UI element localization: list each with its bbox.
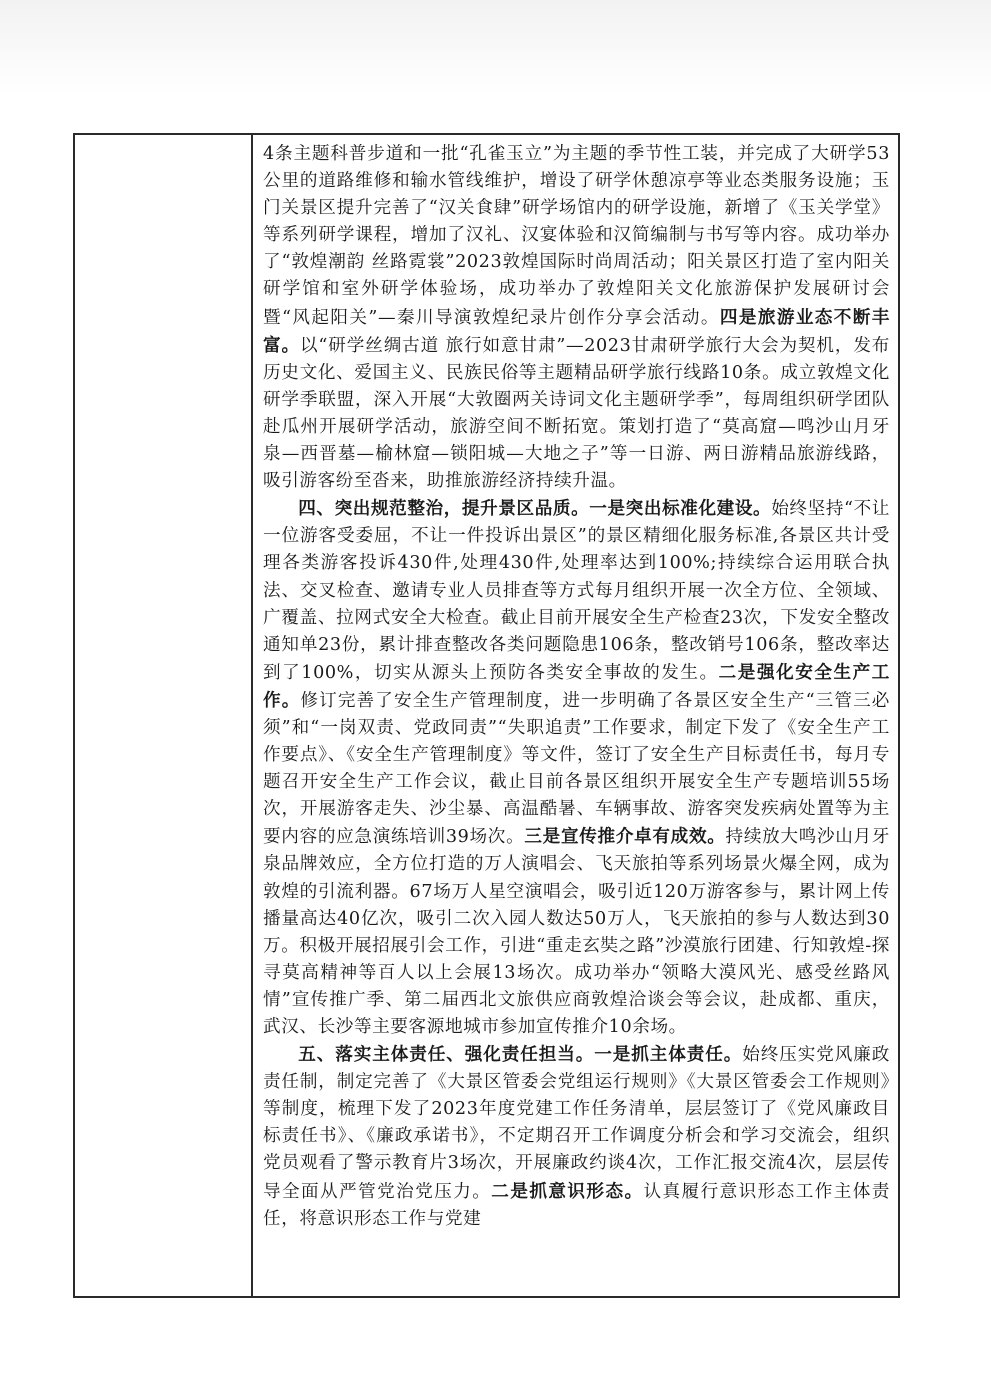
- section-heading: 五、落实主体责任、强化责任担当。一是抓主体责任。: [298, 1044, 743, 1066]
- text-run: 持续放大鸣沙山月牙泉品牌效应，全方位打造的万人演唱会、飞天旅拍等系列场景火爆全网，成为敦煌的引流利器。67场万人星空演唱会，吸引近120万游客参与，累计网上传播量高达40亿次，吸引二次入园人数达50万人，飞天旅拍的参与人数达到30万。积极开展招展引会工作，引进“重走玄奘之路”沙漠旅行团建、行知敦煌-探寻莫高精神等百人以上会展13场次。成功举办“领略大漠风光、感受丝路风情”宣传推广季、第二届西北文旅供应商敦煌洽谈会等会议，赴成都、重庆，武汉、长沙等主要客源地城市参加宣传推介10余场。: [263, 827, 891, 1037]
- text-run: 以“研学丝绸古道 旅行如意甘肃”—2023甘肃研学旅行大会为契机，发布历史文化、爱国主义、民族民俗等主题精品研学旅行线路10条。成立敦煌文化研学季联盟，深入开展“大敦圈两关诗词文化主题研学季”，每周组织研学团队赴瓜州开展研学活动，旅游空间不断拓宽。策划打造了“莫高窟—鸣沙山月牙泉—西晋墓—榆林窟—锁阳城—大地之子”等一日游、两日游精品旅游线路，吸引游客纷至沓来，助推旅游经济持续升温。: [263, 335, 891, 492]
- text-run: 4条主题科普步道和一批“孔雀玉立”为主题的季节性工装，并完成了大研学53公里的道路维修和输水管线维护，增设了研学休憩凉亭等业态类服务设施；玉门关景区提升完善了“汉关食肆”研学场馆内的研学设施，新增了《玉关学堂》等系列研学课程，增加了汉礼、汉宴体验和汉简编制与书写等内容。成功举办了“敦煌潮韵 丝路霓裳”2023敦煌国际时尚周活动；阳关景区打造了室内阳关研学馆和室外研学体验场，成功举办了敦煌阳关文化旅游保护发展研讨会暨“风起阳关”—秦川导演敦煌纪录片创作分享会活动。: [263, 144, 890, 328]
- text-run-bold: 三是宣传推介卓有成效。: [524, 826, 726, 848]
- text-run-bold: 四是旅游业态不断丰富。: [263, 306, 890, 356]
- content-cell: [253, 135, 898, 1296]
- paragraph-3: [263, 1041, 890, 1233]
- text-run-bold: 二是强化安全生产工作。: [263, 661, 890, 711]
- text-run-bold: 二是抓意识形态。: [491, 1180, 644, 1202]
- text-run: 修订完善了安全生产管理制度，进一步明确了各景区安全生产“三管三必须”和“一岗双责、党政同责”“失职追责”工作要求，制定下发了《安全生产工作要点》、《安全生产管理制度》等文件，签订了安全生产目标责任书，每月专题召开安全生产工作会议，截止目前各景区组织开展安全生产专题培训55场次，开展游客走失、沙尘暴、高温酷暑、车辆事故、游客突发疾病处置等为主要内容的应急演练培训39场次。: [263, 690, 890, 848]
- text-run: 始终压实党风廉政责任制，制定完善了《大景区管委会党组运行规则》《大景区管委会工作规则》等制度，梳理下发了2023年度党建工作任务清单，层层签订了《党风廉政目标责任书》、《廉政承诺书》，不定期召开工作调度分析会和学习交流会，组织党员观看了警示教育片3场次，开展廉政约谈4次，工作汇报交流4次，层层传导全面从严管党治党压力。: [263, 1045, 890, 1202]
- text-run: 始终坚持“不让一位游客受委屈，不让一件投诉出景区”的景区精细化服务标准,各景区共计受理各类游客投诉430件,处理430件,处理率达到100%;持续综合运用联合执法、交叉检查、邀请专业人员排查等方式每月组织开展一次全方位、全领域、广覆盖、拉网式安全大检查。截止目前开展安全生产检查23次，下发安全整改通知单23份，累计排查整改各类问题隐患106条，整改销号106条，整改率达到了100%，切实从源头上预防各类安全事故的发生。: [263, 499, 890, 683]
- section-heading: 四、突出规范整治，提升景区品质。一是突出标准化建设。: [298, 498, 772, 520]
- paragraph-1: [263, 141, 890, 495]
- paragraph-2: [263, 495, 890, 1041]
- scan-shadow: [0, 0, 991, 95]
- form-table: [73, 133, 900, 1298]
- text-run: 认真履行意识形态工作主体责任，将意识形态工作与党建: [263, 1181, 890, 1229]
